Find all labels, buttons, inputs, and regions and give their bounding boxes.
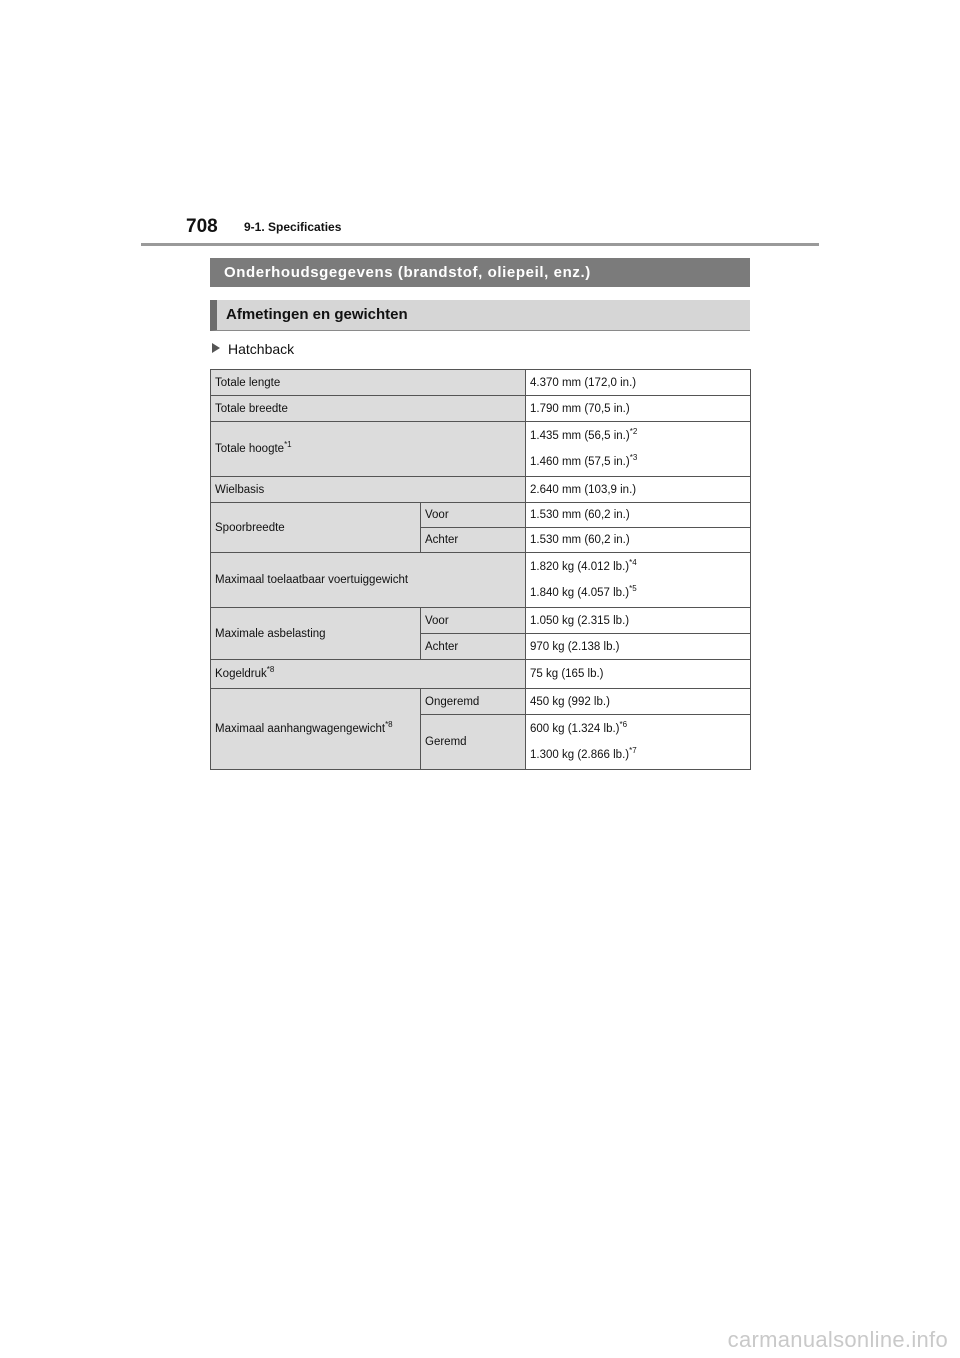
row-label (211, 689, 421, 770)
section-label: 9-1. Specificaties (244, 220, 342, 234)
value-text: 1.820 kg (4.012 lb.) (530, 561, 630, 573)
row-value: 75 kg (165 lb.) (526, 660, 751, 689)
row-label: Totale lengte (211, 370, 526, 396)
row-label: Maximaal toelaatbaar voertuiggewicht (211, 553, 526, 608)
row-value (526, 422, 751, 477)
footnote-ref: *5 (629, 584, 637, 594)
row-sublabel: Voor (421, 503, 526, 528)
table-row (211, 370, 751, 396)
table-row (211, 608, 751, 634)
value-text: 600 kg (1.324 lb.) (530, 723, 620, 735)
label-text: Kogeldruk (215, 668, 267, 680)
row-value: 4.370 mm (172,0 in.) (526, 370, 751, 396)
value-text: 1.435 mm (56,5 in.) (530, 430, 630, 442)
footnote-ref: *8 (385, 720, 393, 730)
row-sublabel: Voor (421, 608, 526, 634)
row-value: 2.640 mm (103,9 in.) (526, 477, 751, 503)
row-label: Totale breedte (211, 396, 526, 422)
label-text: Totale hoogte (215, 443, 285, 455)
band-title: Onderhoudsgegevens (brandstof, oliepeil, enz.) (210, 258, 750, 287)
subheading: Afmetingen en gewichten (210, 300, 750, 331)
page-number: 708 (186, 216, 218, 237)
row-value (526, 715, 751, 770)
footnote-ref: *7 (629, 746, 637, 756)
arrow-right-icon (212, 343, 220, 353)
row-sublabel: Ongeremd (421, 689, 526, 715)
footnote-ref: *2 (629, 427, 638, 437)
row-sublabel: Achter (421, 634, 526, 660)
footnote-ref: *8 (266, 665, 275, 675)
row-label: Maximale asbelasting (211, 608, 421, 660)
table-row (211, 422, 751, 477)
row-sublabel: Achter (421, 528, 526, 553)
row-value: 1.790 mm (70,5 in.) (526, 396, 751, 422)
row-label: Spoorbreedte (211, 503, 421, 553)
table-row (211, 477, 751, 503)
row-value: 1.050 kg (2.315 lb.) (526, 608, 751, 634)
table-row (211, 503, 751, 528)
value-text: 1.460 mm (57,5 in.) (530, 456, 630, 468)
row-value: 1.530 mm (60,2 in.) (526, 528, 751, 553)
watermark: carmanualsonline.info (727, 1327, 948, 1352)
table-row (211, 660, 751, 689)
table-row (211, 689, 751, 715)
footnote-ref: *3 (629, 453, 638, 463)
row-label (211, 422, 526, 477)
table-row (211, 553, 751, 608)
specs-table (210, 369, 751, 770)
row-value: 970 kg (2.138 lb.) (526, 634, 751, 660)
header-rule (141, 243, 819, 246)
row-label (211, 660, 526, 689)
footnote-ref: *6 (619, 720, 628, 730)
row-sublabel: Geremd (421, 715, 526, 770)
row-label: Wielbasis (211, 477, 526, 503)
table-row (211, 396, 751, 422)
value-text: 1.300 kg (2.866 lb.) (530, 749, 630, 761)
row-value: 450 kg (992 lb.) (526, 689, 751, 715)
footnote-ref: *4 (629, 558, 637, 568)
variant-label (212, 341, 294, 357)
row-value (526, 553, 751, 608)
value-text: 1.840 kg (4.057 lb.) (530, 587, 630, 599)
row-value: 1.530 mm (60,2 in.) (526, 503, 751, 528)
label-text: Maximaal aanhangwagengewicht (215, 723, 386, 735)
variant-text: Hatchback (228, 341, 295, 357)
footnote-ref: *1 (284, 440, 292, 450)
